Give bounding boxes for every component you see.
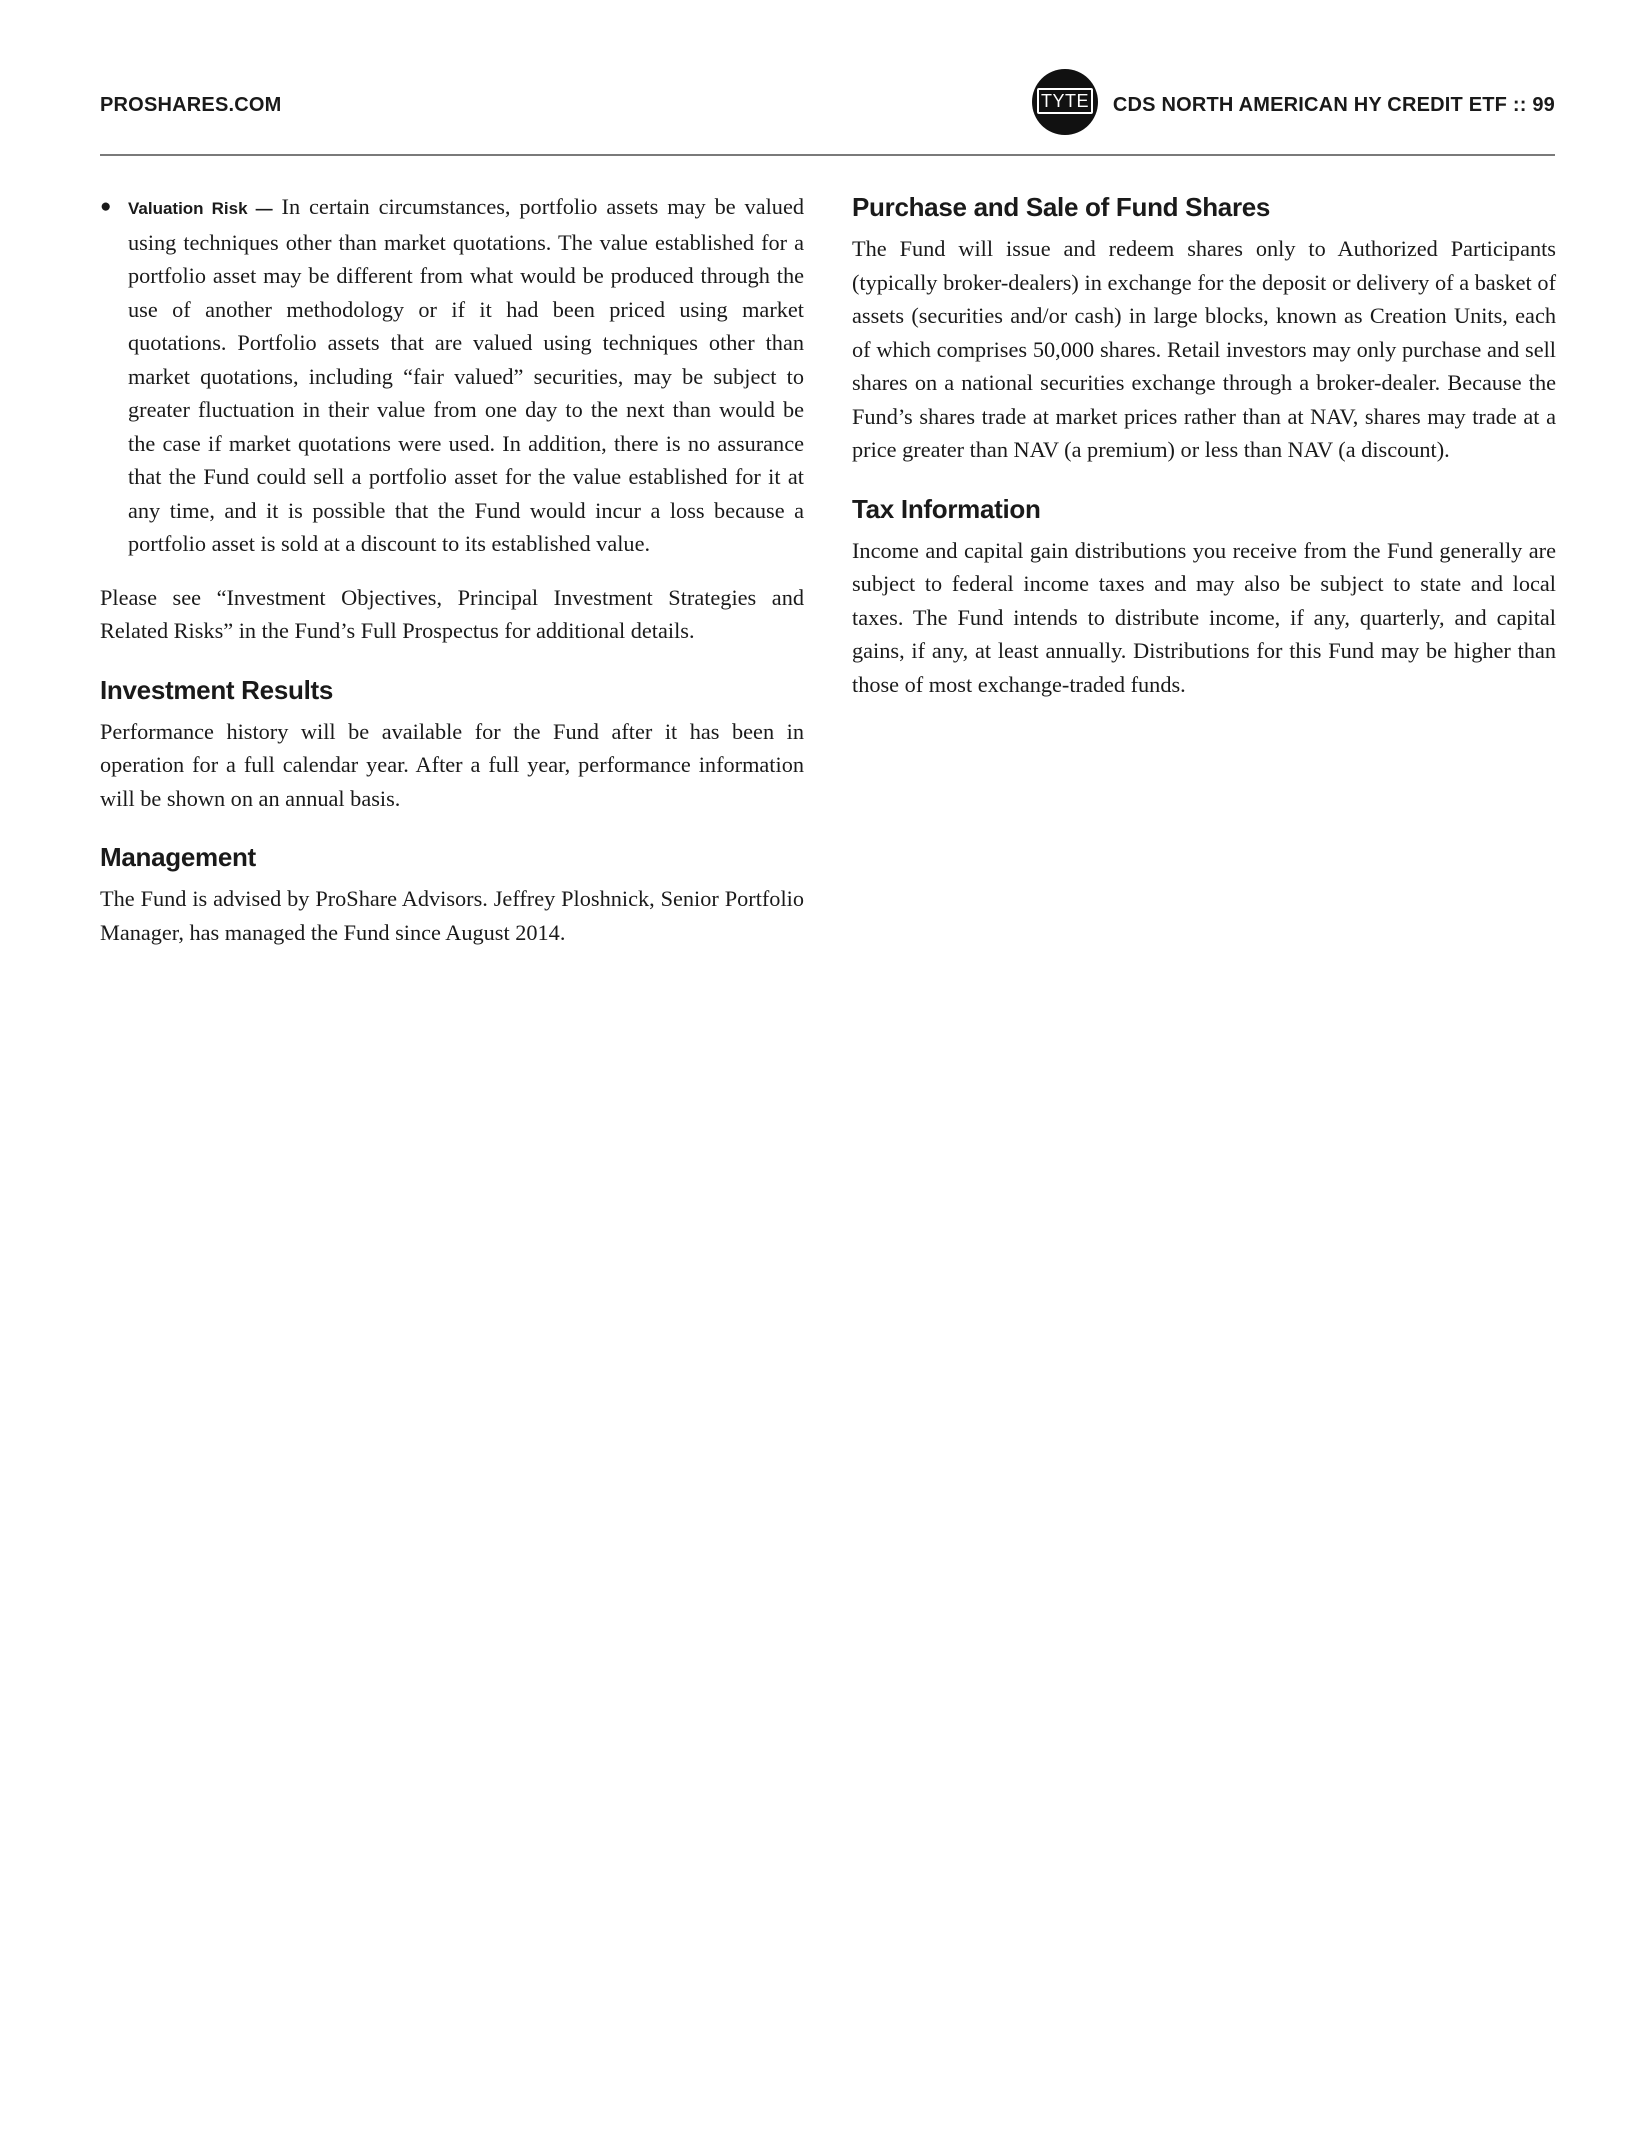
purchase-sale-section xyxy=(852,190,1556,467)
section-body: The Fund will issue and redeem shares only to Authorized Participants (typically broker-dealers) in exchange for the deposit or delivery of a basket of assets (securities and/or cash) in large blocks, known as Creation Units, each of which comprises 50,000 shares. Retail investors may only purchase and sell shares on a national securities exchange through a broker-dealer. Because the Fund’s shares trade at market prices rather than at NAV, shares may trade at a price greater than NAV (a premium) or less than NAV (a discount). xyxy=(852,236,1556,462)
left-column xyxy=(100,190,804,974)
bullet-icon: ● xyxy=(100,196,112,217)
tax-information-section xyxy=(852,492,1556,702)
see-also-paragraph: Please see “Investment Objectives, Principal Investment Strategies and Related Risks” in the Fund’s Full Prospectus for additional details. xyxy=(100,584,804,643)
right-column xyxy=(852,190,1556,726)
section-body: Performance history will be available for the Fund after it has been in operation for a full calendar year. After a full year, performance information will be shown on an annual basis. xyxy=(100,718,804,811)
title-separator: :: xyxy=(1512,94,1527,116)
ticker-badge xyxy=(1032,69,1098,135)
section-body: The Fund is advised by ProShare Advisors. Jeffrey Ploshnick, Senior Portfolio Manager, has managed the Fund since August 2014. xyxy=(100,886,804,945)
risk-description: In certain circumstances, portfolio assets may be valued using techniques other than market quotations. The value established for a portfolio asset may be different from what would be produced through the use of another methodology or if it had been priced using market quotations. Portfolio assets that are valued using techniques other than market quotations, including “fair valued” securities, may be subject to greater fluctuation in their value from one day to the next than would be the case if market quotations were used. In addition, there is no assurance that the Fund could sell a portfolio asset for the value established for it at any time, and it is possible that the Fund would incur a loss because a portfolio asset is sold at a discount to its established value. xyxy=(128,194,804,556)
page-header xyxy=(100,86,1555,156)
fund-name: CDS NORTH AMERICAN HY CREDIT ETF xyxy=(1112,94,1508,116)
list-item xyxy=(100,190,804,561)
section-body: Income and capital gain distributions you receive from the Fund generally are subject to federal income taxes and may also be subject to state and local taxes. The Fund intends to distribute income, if any, quarterly, and capital gains, if any, at least annually. Distributions for this Fund may be higher than those of most exchange-traded funds. xyxy=(852,537,1556,697)
section-heading: Management xyxy=(100,842,256,872)
section-heading: Purchase and Sale of Fund Shares xyxy=(852,192,1271,222)
investment-results-section xyxy=(100,673,804,816)
page-number: 99 xyxy=(1532,94,1555,116)
management-section xyxy=(100,840,804,949)
section-heading: Investment Results xyxy=(100,674,334,705)
fund-title xyxy=(1113,94,1555,117)
ticker-symbol: TYTE xyxy=(1037,88,1093,114)
risk-term: Valuation Risk — xyxy=(128,199,273,218)
section-heading: Tax Information xyxy=(852,493,1041,524)
site-url: PROSHARES.COM xyxy=(100,94,282,116)
risk-list xyxy=(100,190,804,561)
